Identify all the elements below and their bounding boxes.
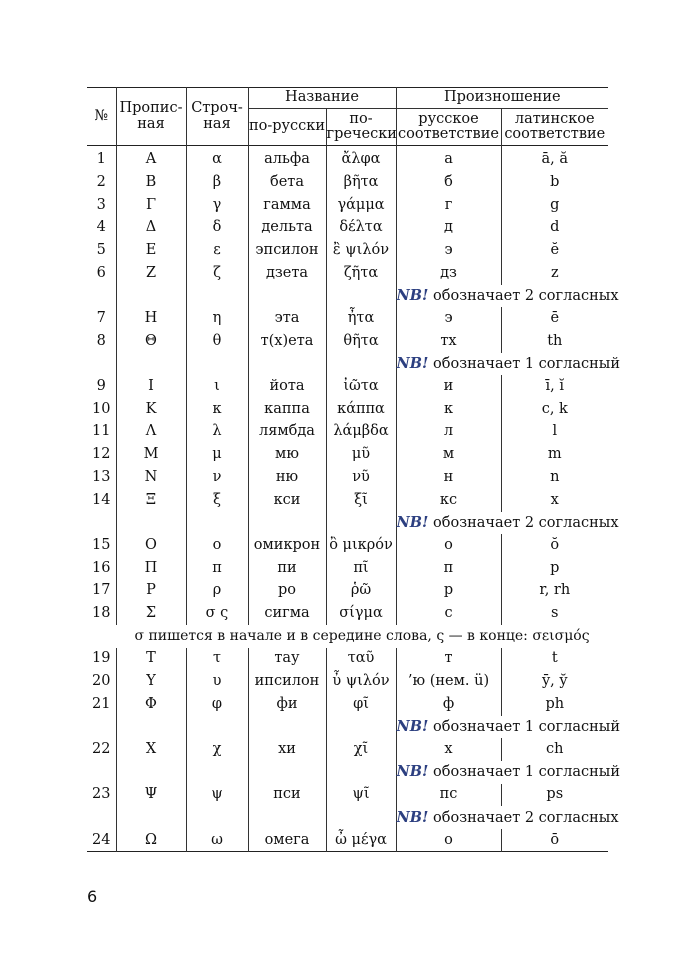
name-greek: ὦ μέγα [326, 829, 396, 852]
name-russian: дзета [248, 262, 326, 285]
uppercase-letter: Δ [116, 217, 186, 240]
sigma-note: σ пишется в начале и в середине слова, ς — в конце: σεισμός [134, 627, 590, 644]
note-blank [87, 353, 116, 376]
letter-number: 17 [92, 582, 111, 599]
lowercase-letter: α [186, 149, 248, 172]
note-blank [116, 761, 186, 784]
table-row [87, 489, 608, 512]
uppercase-letter: Ψ [116, 784, 186, 807]
nb-note [396, 353, 620, 376]
uppercase-letter: Ξ [116, 489, 186, 512]
note-blank [248, 761, 326, 784]
uppercase-letter: Ω [116, 829, 186, 852]
letter-number: 6 [96, 264, 106, 281]
name-greek: ταῦ [326, 648, 396, 671]
lowercase-letter: θ [186, 330, 248, 353]
note-blank [87, 625, 116, 648]
lowercase-letter: ρ [186, 580, 248, 603]
name-russian: мю [248, 443, 326, 466]
latin-equivalent: l [501, 421, 608, 444]
lowercase-letter: ζ [186, 262, 248, 285]
uppercase-letter: Χ [116, 738, 186, 761]
latin-equivalent: x [501, 489, 608, 512]
nb-note [396, 512, 619, 535]
latin-equivalent: ŏ [501, 534, 608, 557]
note-blank [326, 716, 396, 739]
lowercase-letter: μ [186, 443, 248, 466]
name-greek: σίγμα [326, 602, 396, 625]
table-row [87, 194, 608, 217]
name-russian: ню [248, 466, 326, 489]
table-row [87, 580, 608, 603]
note-row [87, 761, 608, 784]
name-russian: гамма [248, 194, 326, 217]
uppercase-letter: Θ [116, 330, 186, 353]
latin-equivalent: ĕ [501, 239, 608, 262]
table-row [87, 557, 608, 580]
note-blank [87, 285, 116, 308]
name-russian: т(х)ета [248, 330, 326, 353]
table-row [87, 829, 608, 852]
uppercase-letter: Φ [116, 693, 186, 716]
latin-equivalent: ch [501, 738, 608, 761]
letter-number: 18 [92, 604, 111, 621]
letter-number: 11 [92, 423, 111, 440]
letter-number: 23 [92, 786, 111, 803]
note-blank [248, 353, 326, 376]
latin-equivalent: p [501, 557, 608, 580]
uppercase-letter: Ρ [116, 580, 186, 603]
name-russian: омега [248, 829, 326, 852]
table-row [87, 398, 608, 421]
name-russian: кси [248, 489, 326, 512]
lowercase-letter: π [186, 557, 248, 580]
name-greek: ἒ ψιλόν [326, 239, 396, 262]
lowercase-letter: λ [186, 421, 248, 444]
latin-equivalent: ī, ĭ [501, 375, 608, 398]
russian-equivalent: э [396, 239, 501, 262]
lowercase-letter: ω [186, 829, 248, 852]
note-row [87, 716, 608, 739]
lowercase-letter: γ [186, 194, 248, 217]
table-row [87, 239, 608, 262]
note-blank [326, 512, 396, 535]
note-blank [116, 285, 186, 308]
nb-label: NB! [396, 808, 429, 826]
letter-number: 19 [92, 650, 111, 667]
uppercase-letter: Τ [116, 648, 186, 671]
letter-number: 3 [96, 196, 106, 213]
latin-equivalent: ps [501, 784, 608, 807]
nb-label: NB! [396, 286, 429, 304]
note-row [87, 285, 608, 308]
uppercase-letter: Υ [116, 670, 186, 693]
letter-number: 7 [96, 310, 106, 327]
col-header-number: № [94, 107, 109, 124]
name-russian: сигма [248, 602, 326, 625]
uppercase-letter: Ο [116, 534, 186, 557]
name-russian: лямбда [248, 421, 326, 444]
name-greek: ξῖ [326, 489, 396, 512]
name-russian: фи [248, 693, 326, 716]
nb-text: обозначает 2 согласных [433, 287, 619, 304]
latin-equivalent: ā, ă [501, 149, 608, 172]
uppercase-letter: Π [116, 557, 186, 580]
nb-note [396, 761, 620, 784]
table-row [87, 738, 608, 761]
note-blank [87, 512, 116, 535]
russian-equivalent: э [396, 307, 501, 330]
table-row [87, 171, 608, 194]
russian-equivalent: м [396, 443, 501, 466]
russian-equivalent: ф [396, 693, 501, 716]
note-blank [248, 512, 326, 535]
table-row [87, 534, 608, 557]
name-greek: κάππα [326, 398, 396, 421]
russian-equivalent: х [396, 738, 501, 761]
col-header-uppercase: Пропис- ная [116, 88, 186, 146]
note-blank [248, 716, 326, 739]
lowercase-letter: τ [186, 648, 248, 671]
latin-equivalent: c, k [501, 398, 608, 421]
lowercase-letter: δ [186, 217, 248, 240]
lowercase-letter: κ [186, 398, 248, 421]
lowercase-letter: ε [186, 239, 248, 262]
uppercase-letter: Η [116, 307, 186, 330]
latin-equivalent: s [501, 602, 608, 625]
latin-equivalent: ē [501, 307, 608, 330]
uppercase-letter: Β [116, 171, 186, 194]
table-row [87, 307, 608, 330]
latin-equivalent: m [501, 443, 608, 466]
latin-equivalent: t [501, 648, 608, 671]
uppercase-letter: Ι [116, 375, 186, 398]
name-russian: дельта [248, 217, 326, 240]
greek-alphabet-table [87, 87, 620, 852]
russian-equivalent: с [396, 602, 501, 625]
name-russian: тау [248, 648, 326, 671]
table-row [87, 693, 608, 716]
uppercase-letter: Ε [116, 239, 186, 262]
col-header-name-greek: по- гречески [326, 109, 396, 146]
note-blank [186, 285, 248, 308]
note-blank [87, 806, 116, 829]
name-greek: ὖ ψιλόν [326, 670, 396, 693]
page-number: 6 [87, 887, 98, 906]
note-blank [186, 512, 248, 535]
note-blank [326, 806, 396, 829]
letter-number: 16 [92, 559, 111, 576]
latin-equivalent: g [501, 194, 608, 217]
latin-equivalent: ȳ, y̆ [501, 670, 608, 693]
col-header-pronunciation: Произношение [396, 88, 608, 109]
nb-label: NB! [396, 354, 429, 372]
russian-equivalent: о [396, 829, 501, 852]
name-russian: хи [248, 738, 326, 761]
russian-equivalent: п [396, 557, 501, 580]
note-blank [116, 512, 186, 535]
letter-number: 12 [92, 446, 111, 463]
uppercase-letter: Κ [116, 398, 186, 421]
name-greek: νῦ [326, 466, 396, 489]
nb-label: NB! [396, 513, 429, 531]
russian-equivalent: тх [396, 330, 501, 353]
lowercase-letter: υ [186, 670, 248, 693]
table-row [87, 443, 608, 466]
letter-number: 15 [92, 536, 111, 553]
russian-equivalent: г [396, 194, 501, 217]
latin-equivalent: ō [501, 829, 608, 852]
name-greek: βῆτα [326, 171, 396, 194]
lowercase-letter: ξ [186, 489, 248, 512]
russian-equivalent: д [396, 217, 501, 240]
note-blank [87, 716, 116, 739]
note-row [87, 353, 608, 376]
name-greek: γάμμα [326, 194, 396, 217]
nb-text: обозначает 1 согласный [433, 764, 620, 781]
note-blank [326, 761, 396, 784]
russian-equivalent: л [396, 421, 501, 444]
note-blank [116, 806, 186, 829]
latin-equivalent: b [501, 171, 608, 194]
nb-text: обозначает 1 согласный [433, 355, 620, 372]
note-blank [186, 716, 248, 739]
col-header-name: Название [248, 88, 396, 109]
name-russian: йота [248, 375, 326, 398]
note-blank [248, 285, 326, 308]
name-russian: омикрон [248, 534, 326, 557]
letter-number: 22 [92, 741, 111, 758]
note-blank [87, 761, 116, 784]
col-header-russian-equivalent: русское соответствие [396, 109, 501, 146]
letter-number: 24 [92, 831, 111, 848]
lowercase-letter: ο [186, 534, 248, 557]
nb-text: обозначает 2 согласных [433, 809, 619, 826]
lowercase-letter: σ ς [186, 602, 248, 625]
latin-equivalent: z [501, 262, 608, 285]
name-greek: λάμβδα [326, 421, 396, 444]
russian-equivalent: о [396, 534, 501, 557]
lowercase-letter: ψ [186, 784, 248, 807]
russian-equivalent: р [396, 580, 501, 603]
name-greek: φῖ [326, 693, 396, 716]
russian-equivalent: н [396, 466, 501, 489]
latin-equivalent: ph [501, 693, 608, 716]
latin-equivalent: n [501, 466, 608, 489]
note-blank [186, 806, 248, 829]
note-row [87, 806, 608, 829]
name-russian: эпсилон [248, 239, 326, 262]
table-row [87, 670, 608, 693]
col-header-name-russian: по-русски [248, 109, 326, 146]
note-blank [186, 761, 248, 784]
uppercase-letter: Ν [116, 466, 186, 489]
name-russian: пси [248, 784, 326, 807]
note-blank [326, 285, 396, 308]
uppercase-letter: Σ [116, 602, 186, 625]
name-russian: альфа [248, 149, 326, 172]
latin-equivalent: d [501, 217, 608, 240]
name-greek: ζῆτα [326, 262, 396, 285]
nb-label: NB! [396, 763, 429, 781]
table-row [87, 149, 608, 172]
uppercase-letter: Λ [116, 421, 186, 444]
letter-number: 1 [96, 151, 106, 168]
lowercase-letter: β [186, 171, 248, 194]
latin-equivalent: r, rh [501, 580, 608, 603]
table-row [87, 375, 608, 398]
note-row [87, 512, 608, 535]
russian-equivalent: б [396, 171, 501, 194]
table-row [87, 421, 608, 444]
sigma-note-row [87, 625, 608, 648]
letter-number: 9 [96, 378, 106, 395]
russian-equivalent: а [396, 149, 501, 172]
russian-equivalent: кс [396, 489, 501, 512]
latin-equivalent: th [501, 330, 608, 353]
nb-label: NB! [396, 717, 429, 735]
russian-equivalent: и [396, 375, 501, 398]
name-greek: ἦτα [326, 307, 396, 330]
name-greek: πῖ [326, 557, 396, 580]
note-blank [326, 353, 396, 376]
nb-text: обозначает 1 согласный [433, 718, 620, 735]
name-russian: ипсилон [248, 670, 326, 693]
table-row [87, 648, 608, 671]
table-body [87, 146, 620, 852]
uppercase-letter: Γ [116, 194, 186, 217]
letter-number: 20 [92, 673, 111, 690]
table-row [87, 466, 608, 489]
lowercase-letter: ν [186, 466, 248, 489]
russian-equivalent: ’ю (нем. ü) [396, 670, 501, 693]
name-greek: δέλτα [326, 217, 396, 240]
lowercase-letter: ι [186, 375, 248, 398]
name-russian: пи [248, 557, 326, 580]
letter-number: 14 [92, 491, 111, 508]
name-greek: θῆτα [326, 330, 396, 353]
nb-note [396, 285, 619, 308]
name-greek: μῦ [326, 443, 396, 466]
letter-number: 13 [92, 468, 111, 485]
letter-number: 21 [92, 695, 111, 712]
name-russian: ро [248, 580, 326, 603]
letter-number: 8 [96, 332, 106, 349]
name-greek: χῖ [326, 738, 396, 761]
name-greek: ψῖ [326, 784, 396, 807]
col-header-lowercase: Строч- ная [186, 88, 248, 146]
table-row [87, 262, 608, 285]
nb-note [396, 716, 620, 739]
nb-text: обозначает 2 согласных [433, 514, 619, 531]
table-row [87, 602, 608, 625]
uppercase-letter: Α [116, 149, 186, 172]
uppercase-letter: Μ [116, 443, 186, 466]
note-blank [116, 716, 186, 739]
lowercase-letter: φ [186, 693, 248, 716]
table-row [87, 330, 608, 353]
nb-note [396, 806, 619, 829]
letter-number: 2 [96, 173, 106, 190]
table-row [87, 784, 608, 807]
note-blank [186, 353, 248, 376]
letter-number: 5 [96, 241, 106, 258]
name-greek: ῥῶ [326, 580, 396, 603]
name-russian: эта [248, 307, 326, 330]
col-header-latin-equivalent: латинское соответствие [501, 109, 608, 146]
uppercase-letter: Ζ [116, 262, 186, 285]
name-greek: ὂ μικρόν [326, 534, 396, 557]
russian-equivalent: пс [396, 784, 501, 807]
russian-equivalent: к [396, 398, 501, 421]
lowercase-letter: η [186, 307, 248, 330]
name-greek: ἰῶτα [326, 375, 396, 398]
russian-equivalent: т [396, 648, 501, 671]
letter-number: 10 [92, 400, 111, 417]
russian-equivalent: дз [396, 262, 501, 285]
name-russian: каппа [248, 398, 326, 421]
note-blank [116, 353, 186, 376]
table-row [87, 217, 608, 240]
note-blank [248, 806, 326, 829]
letter-number: 4 [96, 219, 106, 236]
lowercase-letter: χ [186, 738, 248, 761]
name-russian: бета [248, 171, 326, 194]
name-greek: ἄλφα [326, 149, 396, 172]
